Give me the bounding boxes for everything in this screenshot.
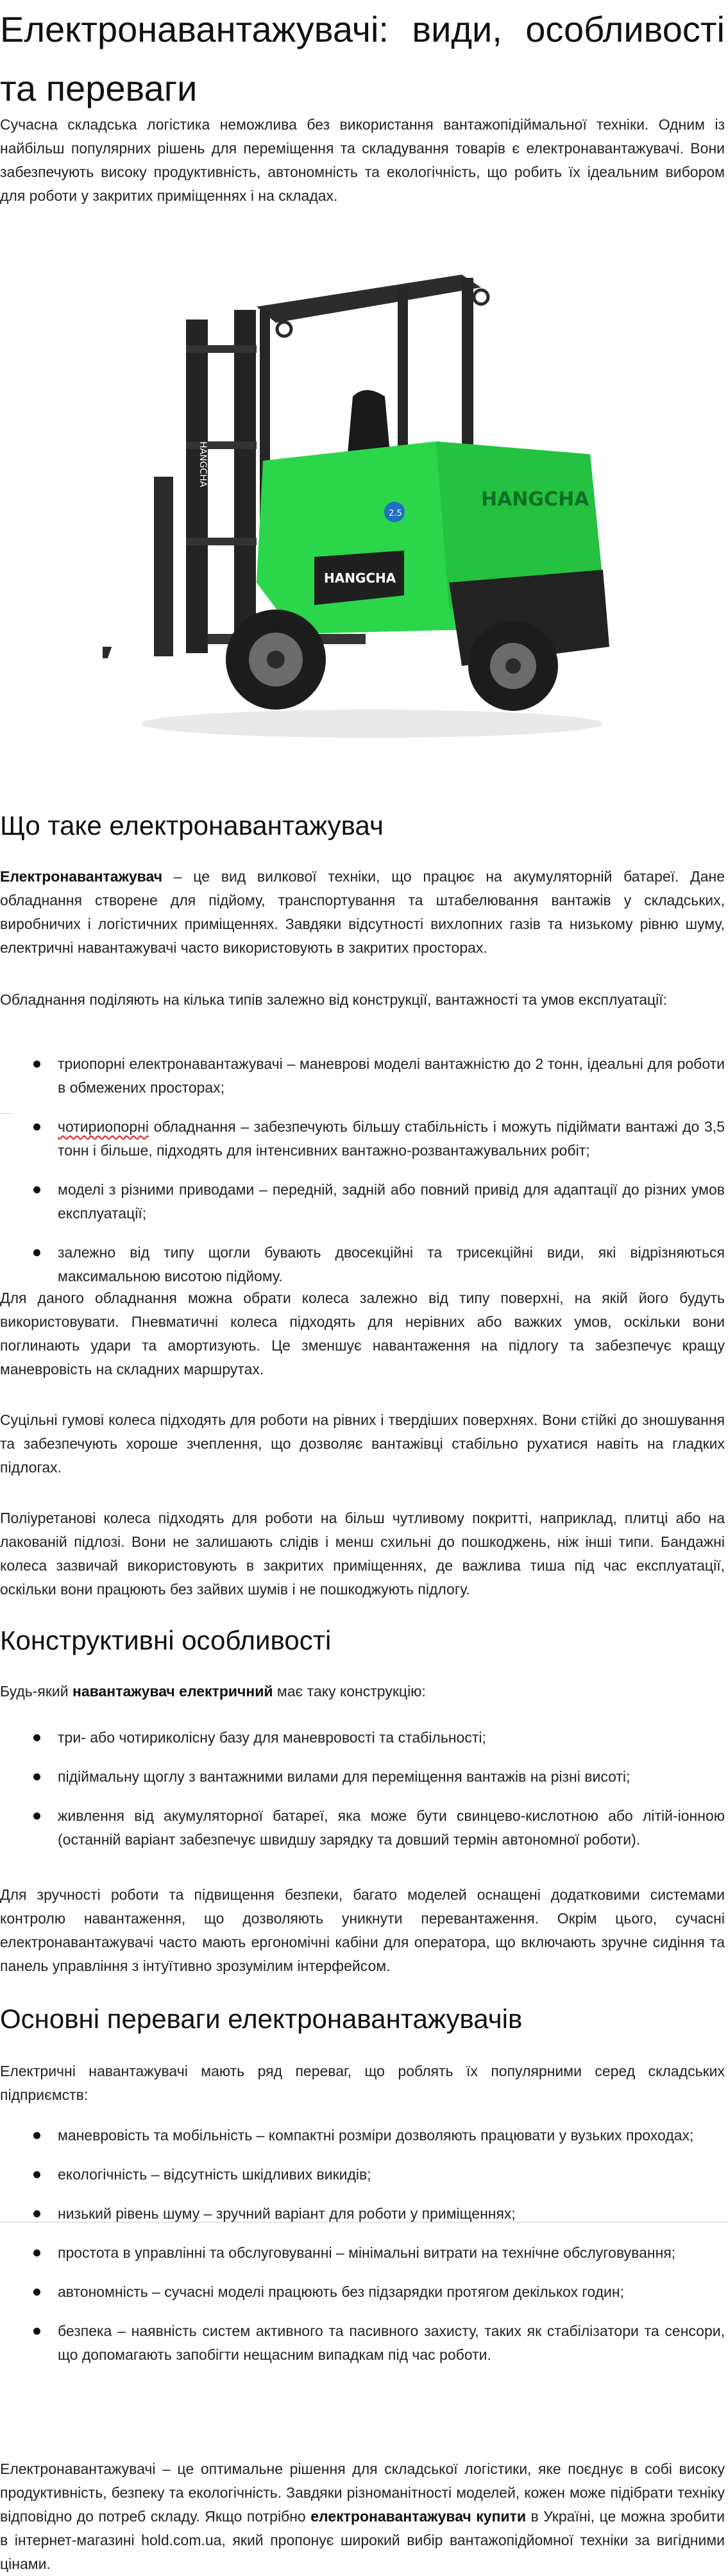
list-item: залежно від типу щогли бувають двосекційні та трисекційні види, які відрізняються максимальною висотою підйому. — [0, 1241, 725, 1288]
list-item: екологічність – відсутність шкідливих викидів; — [0, 2163, 725, 2187]
section-heading-advantages: Основні переваги електронавантажувачів — [0, 2004, 523, 2034]
section1-paragraph-1: Електронавантажувач – це вид вилкової техніки, що працює на акумуляторній батареї. Дане обладнання створене для підйому, транспортування та штабелювання вантажів у складських, виробничих і логістичних приміщеннях. Завдяки відсутності вихлопних газів та низькому рівню шуму, електричні навантажувачі часто використовують в закритих просторах. — [0, 868, 725, 956]
section3-paragraph-1: Електричні навантажувачі мають ряд переваг, що роблять їх популярними серед складських підприємств: — [0, 2063, 725, 2103]
buy-keyword: електронавантажувач купити — [310, 2508, 526, 2525]
intro-paragraph: Сучасна складська логістика неможлива без використання вантажопідіймальної техніки. Одним із найбільш популярних рішень для переміщення та складування товарів є електронавантажувачі. Вони забезпечують високу продуктивність, автономність та екологічність, що робить їх ідеальним вибором для роботи у закритих приміщеннях і на складах. — [0, 116, 725, 204]
capacity-badge: 2.5 — [389, 509, 402, 518]
section-heading-what-is: Що таке електронавантажувач — [0, 810, 384, 840]
rear-brand-text: HANGCHA — [481, 488, 589, 511]
section1-paragraph-3: Для даного обладнання можна обрати колеса залежно від типу поверхні, на якій його будуть використовувати. Пневматичні колеса підходять для нерівних або важких умов, оскільки вони поглинають удари та амортизують. Це зменшує навантаження на підлогу та забезпечує кращу маневровість на складних маршрутах. — [0, 1290, 725, 1378]
list-item: триопорні електронавантажувачі – маневрові моделі вантажністю до 2 тонн, ідеальні для роботи в обмежених просторах; — [0, 1052, 725, 1100]
list-item: чотириопорні обладнання – забезпечують більшу стабільність і можуть підіймати вантажі до 3,5 тонн і більше, підходять для інтенсивних вантажно-розвантажувальних робіт; — [0, 1115, 725, 1163]
list-item: підіймальну щоглу з вантажними вилами для переміщення вантажів на різні висоті; — [0, 1765, 725, 1789]
section1-paragraph-5: Поліуретанові колеса підходять для роботи на більш чутливому покритті, наприклад, плитці або на лакованій підлозі. Вони не залишають слідів і менш схильні до пошкоджень, ніж інші типи. Бандажні колеса зазвичай використовують в закритих приміщеннях, де важлива тиша під час експлуатації, оскільки вони працюють без зайвих шумів і не пошкоджують підлогу. — [0, 1510, 725, 1598]
list-item: безпека – наявність систем активного та пасивного захисту, таких як стабілізатори та сенсори, що допомагають запобігти нещасним випадкам під час роботи. — [0, 2319, 725, 2367]
divider — [0, 1113, 13, 1114]
list-item: простота в управлінні та обслуговуванні – мінімальні витрати на технічне обслуговування; — [0, 2241, 725, 2265]
section1-paragraph-2: Обладнання поділяють на кілька типів залежно від конструкції, вантажності та умов експлуатації: — [0, 991, 668, 1008]
list-item: моделі з різними приводами – передній, задній або повний привід для адаптації до різних умов експлуатації; — [0, 1178, 725, 1225]
list-item: низький рівень шуму – зручний варіант для роботи у приміщеннях; — [0, 2202, 725, 2226]
list-item: живлення від акумуляторної батареї, яка може бути свинцево-кислотною або літій-іонною (останній варіант забезпечує швидшу зарядку та довший термін автономної роботи). — [0, 1804, 725, 1852]
mast-brand-text: HANGCHA — [198, 441, 208, 488]
term-bold: Електронавантажувач — [0, 868, 163, 885]
misspelled-word: чотириопорні — [58, 1118, 149, 1135]
list-item: три- або чотириколісну базу для маневровості та стабільності; — [0, 1726, 725, 1750]
body-brand-text: HANGCHA — [324, 570, 396, 586]
list-item: маневровість та мобільність – компактні розміри дозволяють працювати у вузьких проходах; — [0, 2124, 725, 2147]
forklift-image — [103, 249, 629, 749]
advantages-list — [0, 2124, 725, 2367]
page-title: Електронавантажувачі: види, особливості та переваги — [0, 9, 725, 108]
section3-paragraph-2: Електронавантажувачі – це оптимальне рішення для складської логістики, яке поєднує в собі високу продуктивність, безпеку та екологічність. Завдяки різноманітності моделей, кожен може підібрати техніку відповідно до потреб складу. Якщо потрібно електронавантажувач купити в Україні, це можна зробити в інтернет-магазині hold.com.ua, який пропонує широкий вибір вантажопідйомної техніки за вигідними цінами. — [0, 2461, 725, 2572]
types-list — [0, 1052, 725, 1288]
construction-list — [0, 1726, 725, 1852]
section1-paragraph-4: Суцільні гумові колеса підходять для роботи на рівних і твердіших поверхнях. Вони стійкі до зношування та забезпечують хороше зчеплення, що дозволяє вантажівці стабільно рухатися навіть на гладких підлогах. — [0, 1412, 725, 1476]
list-item: автономність – сучасні моделі працюють без підзарядки протягом декількох годин; — [0, 2280, 725, 2304]
section2-paragraph-1: Будь-який навантажувач електричний має таку конструкцію: — [0, 1683, 426, 1700]
section2-paragraph-2: Для зручності роботи та підвищення безпеки, багато моделей оснащені додатковими системами контролю навантаження, що дозволяють уникнути перевантаження. Окрім цього, сучасні електронавантажувачі часто мають ергономічні кабіни для оператора, що включають зручне сидіння та панель управління з інтуїтивно зрозумілим інтерфейсом. — [0, 1886, 725, 1974]
section-heading-construction: Конструктивні особливості — [0, 1625, 332, 1655]
